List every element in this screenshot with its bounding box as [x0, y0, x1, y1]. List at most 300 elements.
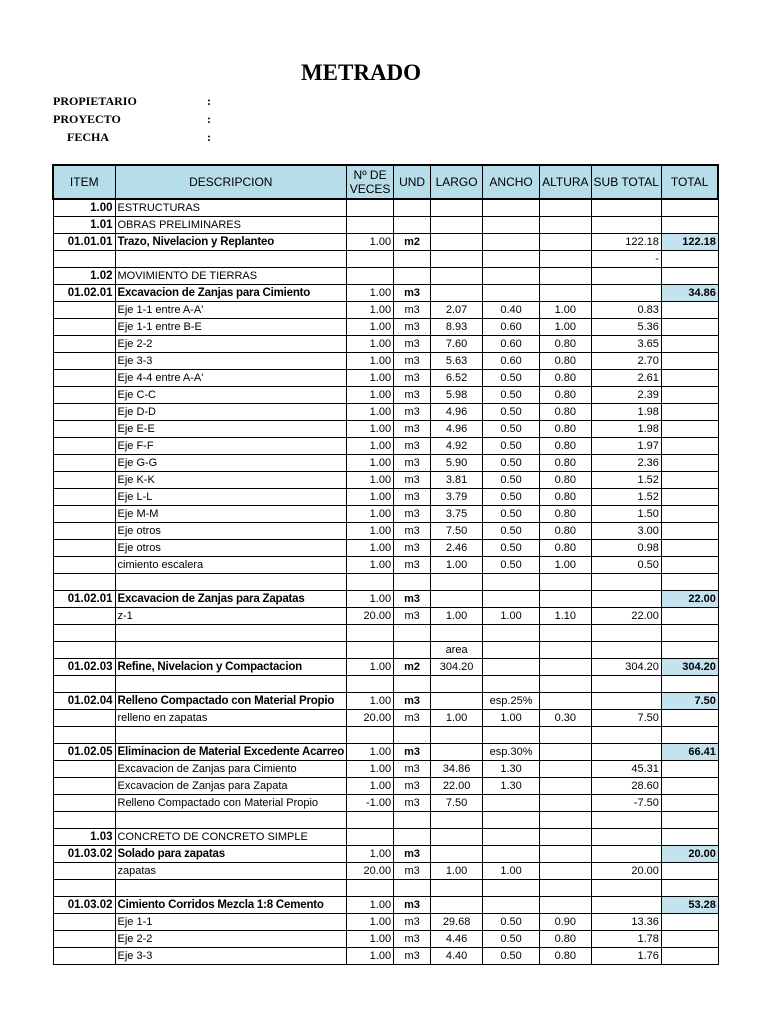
cell-ancho — [483, 268, 540, 285]
cell-total — [661, 251, 718, 268]
cell-ancho: 0.60 — [483, 319, 540, 336]
cell-descripcion — [115, 812, 347, 829]
meta-colon: : — [207, 94, 211, 108]
table-row — [53, 268, 718, 285]
cell-veces — [347, 199, 394, 217]
cell-descripcion: MOVIMIENTO DE TIERRAS — [115, 268, 347, 285]
cell-subtotal — [591, 812, 661, 829]
cell-largo — [431, 812, 483, 829]
table-row — [53, 472, 718, 489]
cell-descripcion: Excavacion de Zanjas para Zapata — [115, 778, 347, 795]
cell-descripcion: Eje 1-1 — [115, 914, 347, 931]
cell-descripcion: Eje 4-4 entre A-A' — [115, 370, 347, 387]
cell-item — [53, 761, 115, 778]
cell-subtotal: 1.98 — [591, 421, 661, 438]
cell-largo — [431, 897, 483, 914]
cell-largo: 3.79 — [431, 489, 483, 506]
cell-altura — [540, 217, 591, 234]
header-meta — [53, 92, 353, 146]
cell-altura: 0.80 — [540, 523, 591, 540]
cell-ancho: 0.50 — [483, 948, 540, 965]
cell-total — [661, 353, 718, 370]
cell-veces: 1.00 — [347, 404, 394, 421]
cell-veces — [347, 812, 394, 829]
cell-subtotal — [591, 744, 661, 761]
cell-subtotal: 22.00 — [591, 608, 661, 625]
cell-subtotal: 28.60 — [591, 778, 661, 795]
table-row — [53, 489, 718, 506]
cell-item — [53, 404, 115, 421]
cell-altura: 0.80 — [540, 489, 591, 506]
cell-largo: 5.98 — [431, 387, 483, 404]
table-row — [53, 676, 718, 693]
cell-veces — [347, 829, 394, 846]
cell-veces: 1.00 — [347, 353, 394, 370]
cell-descripcion — [115, 880, 347, 897]
cell-veces: 1.00 — [347, 778, 394, 795]
col-header-total: TOTAL — [661, 165, 718, 199]
cell-subtotal — [591, 693, 661, 710]
cell-descripcion: Refine, Nivelacion y Compactacion — [115, 659, 347, 676]
cell-largo: 34.86 — [431, 761, 483, 778]
cell-largo: 2.07 — [431, 302, 483, 319]
cell-altura: 0.80 — [540, 540, 591, 557]
cell-ancho: esp.30% — [483, 744, 540, 761]
cell-und: m2 — [394, 234, 431, 251]
cell-und — [394, 880, 431, 897]
cell-subtotal: 20.00 — [591, 863, 661, 880]
cell-largo: 7.50 — [431, 795, 483, 812]
cell-altura — [540, 761, 591, 778]
table-row — [53, 336, 718, 353]
cell-item — [53, 574, 115, 591]
cell-largo: 6.52 — [431, 370, 483, 387]
cell-ancho: 1.00 — [483, 608, 540, 625]
cell-descripcion: Eje M-M — [115, 506, 347, 523]
cell-ancho: 1.30 — [483, 778, 540, 795]
cell-subtotal: 1.76 — [591, 948, 661, 965]
cell-ancho — [483, 217, 540, 234]
meta-label: FECHA — [67, 130, 109, 144]
cell-ancho: 0.50 — [483, 914, 540, 931]
cell-veces: 1.00 — [347, 285, 394, 302]
cell-und: m2 — [394, 659, 431, 676]
cell-veces: 20.00 — [347, 863, 394, 880]
cell-subtotal: 5.36 — [591, 319, 661, 336]
col-header-item: ITEM — [53, 165, 115, 199]
table-row — [53, 455, 718, 472]
table-row — [53, 319, 718, 336]
cell-largo: 4.96 — [431, 421, 483, 438]
cell-veces — [347, 268, 394, 285]
cell-largo — [431, 199, 483, 217]
cell-item — [53, 710, 115, 727]
table-row — [53, 421, 718, 438]
cell-subtotal: 45.31 — [591, 761, 661, 778]
cell-veces: 1.00 — [347, 523, 394, 540]
cell-total — [661, 608, 718, 625]
cell-largo: 1.00 — [431, 863, 483, 880]
cell-subtotal: - — [591, 251, 661, 268]
cell-total: 7.50 — [661, 693, 718, 710]
cell-item — [53, 489, 115, 506]
cell-descripcion: Eliminacion de Material Excedente Acarreo — [115, 744, 347, 761]
cell-altura: 0.80 — [540, 387, 591, 404]
cell-total — [661, 472, 718, 489]
cell-subtotal — [591, 285, 661, 302]
table-row — [53, 744, 718, 761]
cell-ancho: 0.50 — [483, 438, 540, 455]
cell-ancho: 0.50 — [483, 489, 540, 506]
cell-largo — [431, 574, 483, 591]
page-title: METRADO — [300, 60, 422, 85]
cell-subtotal: 0.98 — [591, 540, 661, 557]
cell-veces: 1.00 — [347, 846, 394, 863]
cell-subtotal: 2.39 — [591, 387, 661, 404]
cell-und: m3 — [394, 897, 431, 914]
cell-subtotal: 0.50 — [591, 557, 661, 574]
cell-item — [53, 557, 115, 574]
table-row — [53, 761, 718, 778]
cell-descripcion: zapatas — [115, 863, 347, 880]
cell-subtotal: 3.65 — [591, 336, 661, 353]
cell-veces — [347, 727, 394, 744]
table-row — [53, 251, 718, 268]
cell-subtotal — [591, 676, 661, 693]
cell-altura — [540, 863, 591, 880]
cell-total — [661, 438, 718, 455]
cell-total — [661, 319, 718, 336]
cell-item — [53, 608, 115, 625]
cell-largo: 4.96 — [431, 404, 483, 421]
cell-veces: 1.00 — [347, 948, 394, 965]
cell-altura: 0.30 — [540, 710, 591, 727]
cell-subtotal — [591, 217, 661, 234]
cell-altura: 0.80 — [540, 472, 591, 489]
cell-largo — [431, 217, 483, 234]
cell-ancho: esp.25% — [483, 693, 540, 710]
cell-item — [53, 625, 115, 642]
cell-und: m3 — [394, 489, 431, 506]
cell-altura — [540, 897, 591, 914]
cell-item — [53, 931, 115, 948]
table-row — [53, 693, 718, 710]
cell-ancho: 1.30 — [483, 761, 540, 778]
meta-label: PROPIETARIO — [53, 94, 137, 108]
cell-item: 01.01.01 — [53, 234, 115, 251]
table-row — [53, 285, 718, 302]
cell-item — [53, 795, 115, 812]
cell-total — [661, 370, 718, 387]
cell-descripcion: OBRAS PRELIMINARES — [115, 217, 347, 234]
cell-subtotal — [591, 574, 661, 591]
cell-ancho — [483, 625, 540, 642]
cell-subtotal: 1.52 — [591, 489, 661, 506]
cell-veces: 1.00 — [347, 540, 394, 557]
cell-total — [661, 676, 718, 693]
cell-total — [661, 931, 718, 948]
cell-total: 66.41 — [661, 744, 718, 761]
cell-ancho — [483, 829, 540, 846]
cell-descripcion: Eje E-E — [115, 421, 347, 438]
table-row — [53, 217, 718, 234]
cell-altura — [540, 795, 591, 812]
cell-und: m3 — [394, 472, 431, 489]
cell-total: 22.00 — [661, 591, 718, 608]
table-row — [53, 540, 718, 557]
cell-subtotal: 2.70 — [591, 353, 661, 370]
cell-descripcion: cimiento escalera — [115, 557, 347, 574]
meta-proyecto — [53, 110, 353, 128]
cell-item — [53, 319, 115, 336]
cell-ancho — [483, 676, 540, 693]
cell-altura — [540, 199, 591, 217]
cell-total — [661, 302, 718, 319]
table-row — [53, 795, 718, 812]
cell-descripcion: Eje F-F — [115, 438, 347, 455]
cell-total — [661, 778, 718, 795]
cell-altura: 1.00 — [540, 319, 591, 336]
cell-largo: 8.93 — [431, 319, 483, 336]
table-row — [53, 387, 718, 404]
cell-und — [394, 642, 431, 659]
cell-largo — [431, 880, 483, 897]
meta-colon: : — [207, 112, 211, 126]
cell-altura — [540, 829, 591, 846]
cell-und — [394, 625, 431, 642]
cell-largo — [431, 234, 483, 251]
cell-descripcion: Eje otros — [115, 523, 347, 540]
cell-subtotal: 1.98 — [591, 404, 661, 421]
table-row — [53, 829, 718, 846]
cell-veces: 1.00 — [347, 336, 394, 353]
cell-item — [53, 948, 115, 965]
cell-subtotal — [591, 268, 661, 285]
cell-veces: 1.00 — [347, 438, 394, 455]
cell-ancho — [483, 285, 540, 302]
cell-ancho: 0.50 — [483, 931, 540, 948]
cell-largo: 3.81 — [431, 472, 483, 489]
cell-altura: 0.80 — [540, 336, 591, 353]
cell-altura — [540, 251, 591, 268]
cell-total — [661, 625, 718, 642]
cell-veces: 1.00 — [347, 387, 394, 404]
cell-item: 01.02.05 — [53, 744, 115, 761]
cell-und: m3 — [394, 795, 431, 812]
cell-und — [394, 217, 431, 234]
cell-veces: -1.00 — [347, 795, 394, 812]
cell-und: m3 — [394, 319, 431, 336]
col-header-ancho: ANCHO — [483, 165, 540, 199]
cell-item — [53, 370, 115, 387]
cell-subtotal: 1.52 — [591, 472, 661, 489]
cell-altura — [540, 234, 591, 251]
cell-item — [53, 812, 115, 829]
cell-ancho: 0.50 — [483, 370, 540, 387]
col-header-altura: ALTURA — [540, 165, 591, 199]
cell-item: 01.03.02 — [53, 897, 115, 914]
cell-descripcion — [115, 251, 347, 268]
cell-largo: 1.00 — [431, 710, 483, 727]
cell-descripcion: ESTRUCTURAS — [115, 199, 347, 217]
cell-und: m3 — [394, 336, 431, 353]
cell-descripcion: Relleno Compactado con Material Propio — [115, 693, 347, 710]
cell-total — [661, 506, 718, 523]
cell-descripcion — [115, 625, 347, 642]
cell-total: 20.00 — [661, 846, 718, 863]
cell-und — [394, 251, 431, 268]
cell-total — [661, 761, 718, 778]
cell-und: m3 — [394, 370, 431, 387]
cell-ancho: 0.50 — [483, 540, 540, 557]
cell-veces: 1.00 — [347, 421, 394, 438]
cell-total — [661, 387, 718, 404]
cell-item: 01.02.04 — [53, 693, 115, 710]
cell-subtotal: 0.83 — [591, 302, 661, 319]
cell-altura — [540, 693, 591, 710]
cell-descripcion: Eje G-G — [115, 455, 347, 472]
cell-altura — [540, 727, 591, 744]
table-row — [53, 931, 718, 948]
table-row — [53, 846, 718, 863]
cell-und — [394, 199, 431, 217]
cell-altura — [540, 880, 591, 897]
table-row — [53, 863, 718, 880]
cell-item — [53, 676, 115, 693]
cell-ancho — [483, 642, 540, 659]
cell-veces — [347, 625, 394, 642]
cell-und: m3 — [394, 608, 431, 625]
cell-ancho — [483, 795, 540, 812]
cell-veces — [347, 642, 394, 659]
cell-total — [661, 727, 718, 744]
cell-largo: 7.60 — [431, 336, 483, 353]
cell-subtotal — [591, 625, 661, 642]
cell-item — [53, 506, 115, 523]
cell-veces: 1.00 — [347, 693, 394, 710]
cell-largo — [431, 676, 483, 693]
cell-total — [661, 540, 718, 557]
cell-und: m3 — [394, 540, 431, 557]
cell-item: 01.03.02 — [53, 846, 115, 863]
cell-item — [53, 455, 115, 472]
cell-ancho — [483, 659, 540, 676]
table-row — [53, 880, 718, 897]
cell-und: m3 — [394, 693, 431, 710]
cell-altura: 0.80 — [540, 370, 591, 387]
table-row — [53, 642, 718, 659]
cell-und: m3 — [394, 846, 431, 863]
cell-largo: 304.20 — [431, 659, 483, 676]
cell-subtotal: 304.20 — [591, 659, 661, 676]
cell-descripcion — [115, 727, 347, 744]
cell-ancho: 0.60 — [483, 336, 540, 353]
cell-altura — [540, 591, 591, 608]
table-row — [53, 778, 718, 795]
cell-altura: 0.80 — [540, 506, 591, 523]
cell-total — [661, 829, 718, 846]
cell-veces: 1.00 — [347, 455, 394, 472]
cell-altura — [540, 642, 591, 659]
cell-und: m3 — [394, 863, 431, 880]
table-row — [53, 438, 718, 455]
cell-altura: 1.00 — [540, 302, 591, 319]
cell-veces — [347, 217, 394, 234]
cell-descripcion — [115, 676, 347, 693]
cell-und: m3 — [394, 778, 431, 795]
cell-largo — [431, 251, 483, 268]
cell-ancho — [483, 846, 540, 863]
cell-subtotal — [591, 199, 661, 217]
cell-descripcion: Excavacion de Zanjas para Zapatas — [115, 591, 347, 608]
cell-descripcion — [115, 574, 347, 591]
table-row — [53, 199, 718, 217]
cell-und: m3 — [394, 931, 431, 948]
cell-total — [661, 914, 718, 931]
cell-descripcion: Excavacion de Zanjas para Cimiento — [115, 761, 347, 778]
cell-veces — [347, 880, 394, 897]
cell-item — [53, 421, 115, 438]
cell-total — [661, 642, 718, 659]
cell-und: m3 — [394, 438, 431, 455]
cell-item — [53, 472, 115, 489]
cell-largo: area — [431, 642, 483, 659]
cell-subtotal: 2.61 — [591, 370, 661, 387]
cell-largo — [431, 829, 483, 846]
cell-und: m3 — [394, 744, 431, 761]
cell-subtotal: 1.78 — [591, 931, 661, 948]
cell-altura — [540, 676, 591, 693]
cell-subtotal — [591, 897, 661, 914]
cell-item — [53, 880, 115, 897]
cell-descripcion: Relleno Compactado con Material Propio — [115, 795, 347, 812]
cell-subtotal — [591, 642, 661, 659]
cell-altura: 0.80 — [540, 438, 591, 455]
col-header-descripcion: DESCRIPCION — [115, 165, 347, 199]
cell-ancho: 0.50 — [483, 404, 540, 421]
cell-ancho — [483, 251, 540, 268]
cell-largo: 4.40 — [431, 948, 483, 965]
cell-altura: 1.00 — [540, 557, 591, 574]
metrado-table — [52, 164, 719, 965]
cell-veces: 1.00 — [347, 370, 394, 387]
header-row — [53, 165, 718, 199]
cell-und: m3 — [394, 523, 431, 540]
cell-und — [394, 574, 431, 591]
cell-descripcion: Solado para zapatas — [115, 846, 347, 863]
cell-item — [53, 251, 115, 268]
cell-total — [661, 948, 718, 965]
table-row — [53, 523, 718, 540]
table-row — [53, 234, 718, 251]
cell-und: m3 — [394, 948, 431, 965]
cell-largo: 3.75 — [431, 506, 483, 523]
cell-total: 34.86 — [661, 285, 718, 302]
cell-ancho: 0.60 — [483, 353, 540, 370]
table-row — [53, 948, 718, 965]
cell-descripcion: Eje 1-1 entre B-E — [115, 319, 347, 336]
cell-und: m3 — [394, 557, 431, 574]
cell-total — [661, 489, 718, 506]
cell-item — [53, 302, 115, 319]
cell-veces: 1.00 — [347, 489, 394, 506]
cell-item: 1.01 — [53, 217, 115, 234]
cell-largo: 29.68 — [431, 914, 483, 931]
meta-fecha — [53, 128, 353, 146]
cell-veces — [347, 574, 394, 591]
cell-subtotal: 13.36 — [591, 914, 661, 931]
cell-ancho — [483, 199, 540, 217]
